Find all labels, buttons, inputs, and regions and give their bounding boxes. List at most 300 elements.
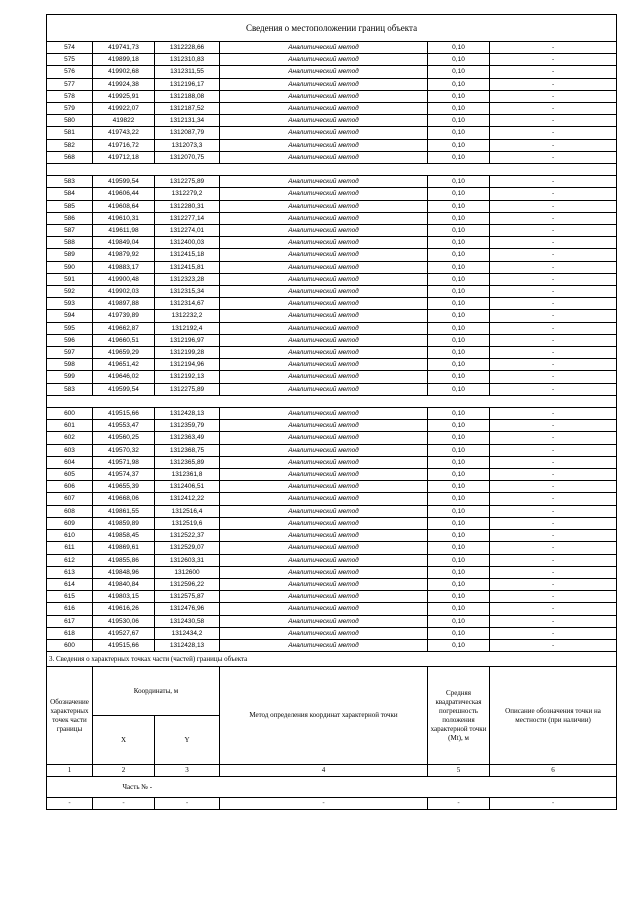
header-y: Y — [155, 716, 220, 765]
accuracy: 0,10 — [428, 481, 490, 493]
description: - — [490, 334, 617, 346]
header-method: Метод определения координат характерной точки — [220, 667, 428, 765]
accuracy: 0,10 — [428, 249, 490, 261]
accuracy: 0,10 — [428, 237, 490, 249]
method: Аналитический метод — [220, 639, 428, 651]
part-spacer — [47, 777, 93, 798]
coord-y: 1312359,79 — [155, 420, 220, 432]
description: - — [490, 42, 617, 54]
point-number: 616 — [47, 603, 93, 615]
coord-x: 419902,68 — [93, 66, 155, 78]
point-number: 587 — [47, 225, 93, 237]
description: - — [490, 530, 617, 542]
coord-y: 1312232,2 — [155, 310, 220, 322]
table-row — [47, 151, 617, 163]
description: - — [490, 176, 617, 188]
coord-x: 419922,07 — [93, 103, 155, 115]
coord-y: 1312519,6 — [155, 517, 220, 529]
point-number: 574 — [47, 42, 93, 54]
coord-x: 419848,96 — [93, 566, 155, 578]
method: Аналитический метод — [220, 444, 428, 456]
method: Аналитический метод — [220, 420, 428, 432]
coord-x: 419924,38 — [93, 78, 155, 90]
accuracy: 0,10 — [428, 127, 490, 139]
coord-x: 419646,02 — [93, 371, 155, 383]
accuracy: 0,10 — [428, 261, 490, 273]
coord-y: 1312194,96 — [155, 359, 220, 371]
coord-y: 1312415,18 — [155, 249, 220, 261]
description: - — [490, 347, 617, 359]
coord-y: 1312087,79 — [155, 127, 220, 139]
point-number: 584 — [47, 188, 93, 200]
accuracy: 0,10 — [428, 103, 490, 115]
accuracy: 0,10 — [428, 420, 490, 432]
coord-y: 1312070,75 — [155, 151, 220, 163]
header-description: Описание обозначения точки на местности (при наличии) — [490, 667, 617, 765]
table-row — [47, 469, 617, 481]
coord-x: 419716,72 — [93, 139, 155, 151]
table-row — [47, 530, 617, 542]
accuracy: 0,10 — [428, 493, 490, 505]
table-row — [47, 481, 617, 493]
description: - — [490, 200, 617, 212]
description: - — [490, 432, 617, 444]
title-row — [47, 15, 617, 42]
point-number: 575 — [47, 54, 93, 66]
coord-y: 1312187,52 — [155, 103, 220, 115]
coord-x: 419897,88 — [93, 298, 155, 310]
coord-y: 1312274,01 — [155, 225, 220, 237]
method: Аналитический метод — [220, 566, 428, 578]
coord-x: 419606,44 — [93, 188, 155, 200]
accuracy: 0,10 — [428, 554, 490, 566]
method: Аналитический метод — [220, 530, 428, 542]
table-row — [47, 90, 617, 102]
description: - — [490, 310, 617, 322]
coord-x: 419662,87 — [93, 322, 155, 334]
accuracy: 0,10 — [428, 639, 490, 651]
coord-x: 419608,64 — [93, 200, 155, 212]
accuracy: 0,10 — [428, 90, 490, 102]
coord-x: 419515,66 — [93, 639, 155, 651]
accuracy: 0,10 — [428, 212, 490, 224]
point-number: 609 — [47, 517, 93, 529]
method: Аналитический метод — [220, 542, 428, 554]
accuracy: 0,10 — [428, 347, 490, 359]
coord-x: 419574,37 — [93, 469, 155, 481]
coord-x: 419879,92 — [93, 249, 155, 261]
method: Аналитический метод — [220, 432, 428, 444]
description: - — [490, 505, 617, 517]
boundary-sheet — [46, 14, 616, 810]
accuracy: 0,10 — [428, 298, 490, 310]
accuracy: 0,10 — [428, 566, 490, 578]
method: Аналитический метод — [220, 347, 428, 359]
table-row — [47, 420, 617, 432]
description: - — [490, 115, 617, 127]
accuracy: 0,10 — [428, 322, 490, 334]
accuracy: 0,10 — [428, 383, 490, 395]
coord-y: 1312430,58 — [155, 615, 220, 627]
table-row — [47, 103, 617, 115]
point-number: 608 — [47, 505, 93, 517]
point-number: 610 — [47, 530, 93, 542]
description: - — [490, 383, 617, 395]
coord-x: 419616,26 — [93, 603, 155, 615]
method: Аналитический метод — [220, 261, 428, 273]
table-title: Сведения о местоположении границ объекта — [47, 15, 617, 42]
coord-x: 419902,03 — [93, 286, 155, 298]
description: - — [490, 127, 617, 139]
empty-cell: - — [428, 798, 490, 810]
description: - — [490, 469, 617, 481]
accuracy: 0,10 — [428, 115, 490, 127]
empty-cell: - — [93, 798, 155, 810]
section3-title-row — [47, 652, 617, 667]
method: Аналитический метод — [220, 383, 428, 395]
coord-y: 1312192,13 — [155, 371, 220, 383]
point-number: 594 — [47, 310, 93, 322]
coord-x: 419553,47 — [93, 420, 155, 432]
table-row — [47, 261, 617, 273]
point-number: 618 — [47, 627, 93, 639]
method: Аналитический метод — [220, 517, 428, 529]
point-number: 595 — [47, 322, 93, 334]
description: - — [490, 359, 617, 371]
coord-x: 419599,54 — [93, 383, 155, 395]
coord-y: 1312361,8 — [155, 469, 220, 481]
description: - — [490, 542, 617, 554]
col-number: 3 — [155, 765, 220, 777]
coord-y: 1312228,66 — [155, 42, 220, 54]
point-number: 577 — [47, 78, 93, 90]
point-number: 605 — [47, 469, 93, 481]
coord-x: 419883,17 — [93, 261, 155, 273]
accuracy: 0,10 — [428, 42, 490, 54]
description: - — [490, 298, 617, 310]
empty-row — [47, 798, 617, 810]
accuracy: 0,10 — [428, 188, 490, 200]
col-number: 6 — [490, 765, 617, 777]
coord-y: 1312600 — [155, 566, 220, 578]
table-row — [47, 554, 617, 566]
empty-cell: - — [155, 798, 220, 810]
method: Аналитический метод — [220, 188, 428, 200]
description: - — [490, 225, 617, 237]
method: Аналитический метод — [220, 54, 428, 66]
accuracy: 0,10 — [428, 151, 490, 163]
method: Аналитический метод — [220, 151, 428, 163]
coord-x: 419741,73 — [93, 42, 155, 54]
accuracy: 0,10 — [428, 78, 490, 90]
point-number: 580 — [47, 115, 93, 127]
table-row — [47, 139, 617, 151]
coord-y: 1312412,22 — [155, 493, 220, 505]
coord-y: 1312073,3 — [155, 139, 220, 151]
accuracy: 0,10 — [428, 432, 490, 444]
table-row — [47, 188, 617, 200]
coord-y: 1312434,2 — [155, 627, 220, 639]
point-number: 589 — [47, 249, 93, 261]
coord-y: 1312199,28 — [155, 347, 220, 359]
point-number: 598 — [47, 359, 93, 371]
table-row — [47, 237, 617, 249]
coord-y: 1312310,83 — [155, 54, 220, 66]
point-number: 607 — [47, 493, 93, 505]
column-numbers-row — [47, 765, 617, 777]
accuracy: 0,10 — [428, 66, 490, 78]
point-number: 596 — [47, 334, 93, 346]
coord-y: 1312363,49 — [155, 432, 220, 444]
coord-y: 1312476,96 — [155, 603, 220, 615]
table-row — [47, 383, 617, 395]
table-row — [47, 408, 617, 420]
point-number: 576 — [47, 66, 93, 78]
coord-x: 419855,86 — [93, 554, 155, 566]
table-row — [47, 78, 617, 90]
point-number: 597 — [47, 347, 93, 359]
method: Аналитический метод — [220, 591, 428, 603]
description: - — [490, 371, 617, 383]
method: Аналитический метод — [220, 115, 428, 127]
description: - — [490, 261, 617, 273]
group-separator — [47, 164, 617, 176]
method: Аналитический метод — [220, 237, 428, 249]
description: - — [490, 212, 617, 224]
coord-x: 419899,18 — [93, 54, 155, 66]
accuracy: 0,10 — [428, 176, 490, 188]
method: Аналитический метод — [220, 322, 428, 334]
accuracy: 0,10 — [428, 603, 490, 615]
point-number: 606 — [47, 481, 93, 493]
point-number: 588 — [47, 237, 93, 249]
coord-y: 1312415,81 — [155, 261, 220, 273]
coord-x: 419822 — [93, 115, 155, 127]
method: Аналитический метод — [220, 481, 428, 493]
description: - — [490, 603, 617, 615]
coord-y: 1312575,87 — [155, 591, 220, 603]
description: - — [490, 408, 617, 420]
description: - — [490, 54, 617, 66]
method: Аналитический метод — [220, 578, 428, 590]
coord-y: 1312311,55 — [155, 66, 220, 78]
coord-y: 1312428,13 — [155, 639, 220, 651]
description: - — [490, 481, 617, 493]
table-row — [47, 200, 617, 212]
table-row — [47, 310, 617, 322]
coord-y: 1312275,89 — [155, 383, 220, 395]
coord-y: 1312428,13 — [155, 408, 220, 420]
coord-y: 1312280,31 — [155, 200, 220, 212]
table-row — [47, 42, 617, 54]
point-number: 602 — [47, 432, 93, 444]
method: Аналитический метод — [220, 286, 428, 298]
description: - — [490, 517, 617, 529]
description: - — [490, 151, 617, 163]
point-number: 592 — [47, 286, 93, 298]
accuracy: 0,10 — [428, 139, 490, 151]
point-number: 583 — [47, 383, 93, 395]
point-number: 578 — [47, 90, 93, 102]
method: Аналитический метод — [220, 408, 428, 420]
table-row — [47, 176, 617, 188]
point-number: 600 — [47, 639, 93, 651]
table-row — [47, 225, 617, 237]
empty-cell: - — [220, 798, 428, 810]
description: - — [490, 591, 617, 603]
description: - — [490, 103, 617, 115]
coord-x: 419861,55 — [93, 505, 155, 517]
description: - — [490, 627, 617, 639]
point-number: 614 — [47, 578, 93, 590]
group-separator — [47, 395, 617, 407]
description: - — [490, 139, 617, 151]
accuracy: 0,10 — [428, 371, 490, 383]
coord-x: 419858,45 — [93, 530, 155, 542]
description: - — [490, 615, 617, 627]
coord-y: 1312368,75 — [155, 444, 220, 456]
coord-y: 1312196,97 — [155, 334, 220, 346]
description: - — [490, 420, 617, 432]
accuracy: 0,10 — [428, 542, 490, 554]
method: Аналитический метод — [220, 627, 428, 639]
accuracy: 0,10 — [428, 54, 490, 66]
table-row — [47, 127, 617, 139]
coord-y: 1312529,07 — [155, 542, 220, 554]
empty-cell: - — [47, 798, 93, 810]
coord-x: 419571,98 — [93, 456, 155, 468]
method: Аналитический метод — [220, 359, 428, 371]
table-row — [47, 566, 617, 578]
table-row — [47, 359, 617, 371]
description: - — [490, 78, 617, 90]
table-row — [47, 444, 617, 456]
accuracy: 0,10 — [428, 200, 490, 212]
coord-x: 419655,39 — [93, 481, 155, 493]
method: Аналитический метод — [220, 103, 428, 115]
description: - — [490, 554, 617, 566]
table-row — [47, 322, 617, 334]
description: - — [490, 90, 617, 102]
description: - — [490, 273, 617, 285]
coord-y: 1312406,51 — [155, 481, 220, 493]
description: - — [490, 286, 617, 298]
method: Аналитический метод — [220, 615, 428, 627]
table-row — [47, 286, 617, 298]
coord-x: 419599,54 — [93, 176, 155, 188]
accuracy: 0,10 — [428, 225, 490, 237]
table-row — [47, 273, 617, 285]
point-number: 591 — [47, 273, 93, 285]
coord-x: 419869,61 — [93, 542, 155, 554]
coord-x: 419859,89 — [93, 517, 155, 529]
coord-x: 419660,51 — [93, 334, 155, 346]
accuracy: 0,10 — [428, 456, 490, 468]
coord-x: 419803,15 — [93, 591, 155, 603]
section3-title: 3. Сведения о характерных точках части (частей) границы объекта — [47, 652, 617, 667]
coord-y: 1312192,4 — [155, 322, 220, 334]
coord-x: 419560,25 — [93, 432, 155, 444]
coord-x: 419743,22 — [93, 127, 155, 139]
col-number: 1 — [47, 765, 93, 777]
method: Аналитический метод — [220, 298, 428, 310]
coord-y: 1312314,67 — [155, 298, 220, 310]
table-row — [47, 615, 617, 627]
coord-x: 419527,67 — [93, 627, 155, 639]
description: - — [490, 237, 617, 249]
table-row — [47, 493, 617, 505]
method: Аналитический метод — [220, 273, 428, 285]
coord-y: 1312596,22 — [155, 578, 220, 590]
separator-cell — [47, 164, 617, 176]
coord-y: 1312279,2 — [155, 188, 220, 200]
header-point: Обозначение характерных точек части границы — [47, 667, 93, 765]
description: - — [490, 322, 617, 334]
point-number: 601 — [47, 420, 93, 432]
accuracy: 0,10 — [428, 273, 490, 285]
method: Аналитический метод — [220, 334, 428, 346]
description: - — [490, 493, 617, 505]
method: Аналитический метод — [220, 505, 428, 517]
coord-x: 419712,18 — [93, 151, 155, 163]
coord-y: 1312315,34 — [155, 286, 220, 298]
point-number: 583 — [47, 176, 93, 188]
method: Аналитический метод — [220, 603, 428, 615]
description: - — [490, 66, 617, 78]
accuracy: 0,10 — [428, 530, 490, 542]
header-coords: Координаты, м — [93, 667, 220, 716]
accuracy: 0,10 — [428, 334, 490, 346]
coord-y: 1312365,89 — [155, 456, 220, 468]
accuracy: 0,10 — [428, 615, 490, 627]
method: Аналитический метод — [220, 200, 428, 212]
coord-y: 1312196,17 — [155, 78, 220, 90]
accuracy: 0,10 — [428, 578, 490, 590]
method: Аналитический метод — [220, 249, 428, 261]
point-number: 611 — [47, 542, 93, 554]
header-accuracy: Средняя квадратическая погрешность положения характерной точки (Mt), м — [428, 667, 490, 765]
table-row — [47, 249, 617, 261]
col-number: 2 — [93, 765, 155, 777]
coord-x: 419570,32 — [93, 444, 155, 456]
description: - — [490, 249, 617, 261]
description: - — [490, 639, 617, 651]
point-number: 599 — [47, 371, 93, 383]
method: Аналитический метод — [220, 371, 428, 383]
point-number: 600 — [47, 408, 93, 420]
accuracy: 0,10 — [428, 591, 490, 603]
coord-x: 419530,06 — [93, 615, 155, 627]
section3-header-row-1 — [47, 667, 617, 716]
table-row — [47, 298, 617, 310]
method: Аналитический метод — [220, 127, 428, 139]
coord-x: 419659,29 — [93, 347, 155, 359]
table-row — [47, 505, 617, 517]
table-row — [47, 371, 617, 383]
description: - — [490, 566, 617, 578]
coord-x: 419651,42 — [93, 359, 155, 371]
table-row — [47, 212, 617, 224]
description: - — [490, 188, 617, 200]
accuracy: 0,10 — [428, 505, 490, 517]
col-number: 4 — [220, 765, 428, 777]
point-number: 586 — [47, 212, 93, 224]
part-label: Часть № - — [93, 777, 617, 798]
table-row — [47, 66, 617, 78]
table-row — [47, 54, 617, 66]
separator-cell — [47, 395, 617, 407]
accuracy: 0,10 — [428, 627, 490, 639]
